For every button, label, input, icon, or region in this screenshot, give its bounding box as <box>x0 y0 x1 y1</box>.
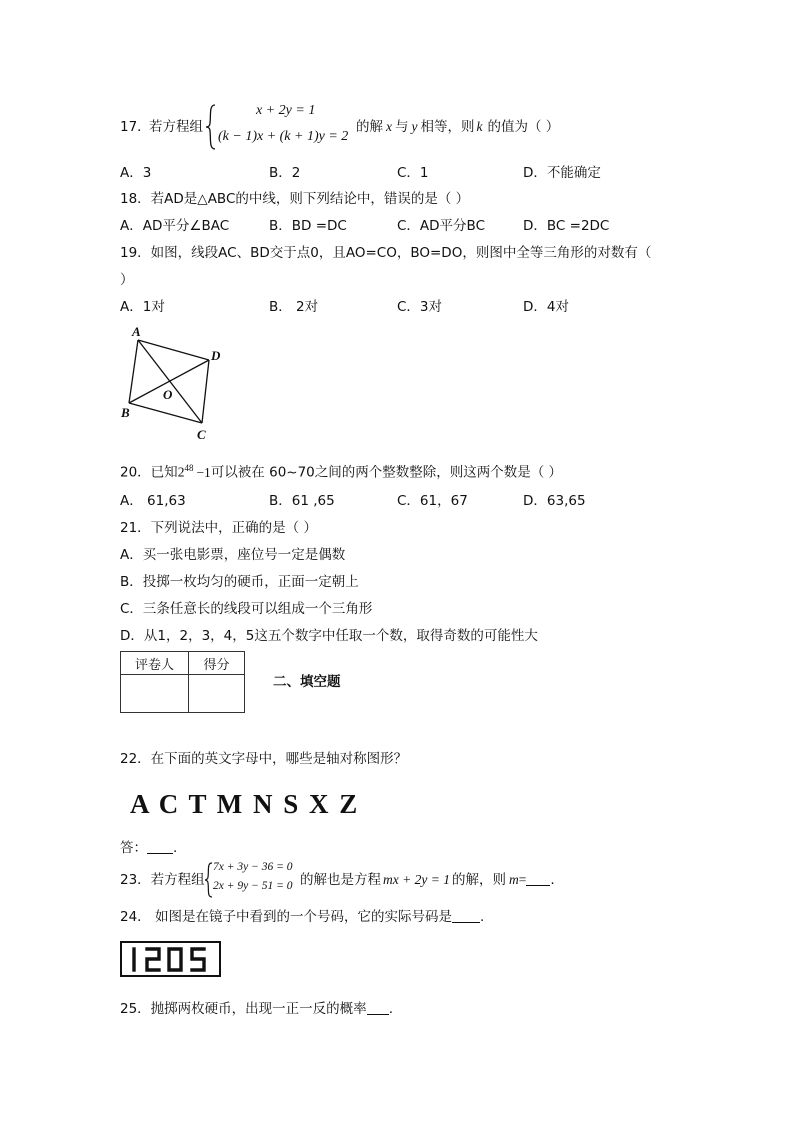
q17-suffix-b: 与 <box>395 119 409 135</box>
q17-equation-system <box>205 103 355 151</box>
q20-prefix: 20．已知 <box>120 464 178 481</box>
score-header: 得分 <box>189 652 245 675</box>
q23-var: m <box>508 872 519 887</box>
figure-label-b: B <box>121 405 130 420</box>
q22-stem: 22．在下面的英文字母中，哪些是轴对称图形？ <box>120 751 408 767</box>
q17-suffix-c: 相等，则 <box>420 119 475 135</box>
q17-eq2: (k − 1)x + (k + 1)y = 2 <box>218 129 349 144</box>
q21-option-a: A．买一张电影票，座位号一定是偶数 <box>120 547 346 563</box>
q19-stem-line2: ） <box>120 272 134 288</box>
q25-stem-text: 25．抛掷两枚硬币，出现一正一反的概率 <box>120 1001 367 1017</box>
q17-var-x: x <box>386 119 392 134</box>
q20-minus-one: −1 <box>196 464 211 480</box>
q23-equation: mx + 2y = 1 <box>383 872 450 887</box>
q18-option-b: B．BD =DC <box>269 218 347 234</box>
q25-answer-blank[interactable] <box>367 1000 389 1015</box>
q19-option-c: C．3对 <box>397 299 443 315</box>
q21-stem: 21．下列说法中，正确的是（ ） <box>120 520 317 536</box>
q20-option-a: A． 61,63 <box>120 493 186 509</box>
q17-suffix-a: 的解 <box>356 119 383 135</box>
figure-label-o: O <box>163 387 173 402</box>
q22-letters: A C T M N S X Z <box>130 789 358 819</box>
figure-label-d: D <box>211 348 221 363</box>
q25-stem: 25．抛掷两枚硬币，出现一正一反的概率 . <box>120 1001 393 1017</box>
q17-option-c: C．1 <box>397 165 429 181</box>
q23-equals: = <box>518 872 527 887</box>
q20-exponent: 48 <box>184 463 194 473</box>
q23-prefix: 23．若方程组 <box>120 872 205 888</box>
q22-answer-blank[interactable] <box>147 839 173 854</box>
q20-option-c: C．61，67 <box>397 493 468 509</box>
q24-stem: 24． 如图是在镜子中看到的一个号码，它的实际号码是 . <box>120 909 485 925</box>
q22-answer-label: 答： <box>120 840 147 856</box>
q23-suffix-text: 的解，则 <box>451 872 506 888</box>
q20-stem <box>120 459 562 482</box>
q20-base: 2 <box>177 464 185 480</box>
grader-table <box>120 651 245 713</box>
segment-ad <box>138 340 209 360</box>
brace-icon <box>205 103 217 151</box>
q21-option-d: D．从1，2，3，4，5这五个数字中任取一个数，取得奇数的可能性大 <box>120 628 538 644</box>
q21-option-c: C．三条任意长的线段可以组成一个三角形 <box>120 601 373 617</box>
score-cell <box>189 675 245 713</box>
figure-label-a: A <box>132 324 141 339</box>
q23-eq2: 2x + 9y − 51 = 0 <box>213 880 293 892</box>
q19-option-a: A．1对 <box>120 299 165 315</box>
q20-option-d: D．63,65 <box>523 493 586 509</box>
q18-option-a: A．AD平分∠BAC <box>120 218 230 234</box>
q20-suffix: 可以被在 60~70之间的两个整数整除，则这两个数是（ ） <box>210 464 563 481</box>
q19-option-d: D．4对 <box>523 299 569 315</box>
q19-stem-line1: 19．如图，线段AC、BD交于点0，且AO=CO，BO=DO，则图中全等三角形的对数有（ <box>120 245 652 261</box>
q23-answer-blank[interactable] <box>526 871 550 886</box>
q24-answer-blank[interactable] <box>452 908 480 923</box>
q17-number: 17． <box>120 119 151 135</box>
q22-answer: 答： . <box>120 840 178 856</box>
q20-option-b: B．61 ,65 <box>269 493 335 509</box>
q23-mid: 的解也是方程 <box>300 872 381 888</box>
grader-header: 评卷人 <box>121 652 189 675</box>
mirrored-number-display <box>120 941 221 977</box>
q19-quadrilateral-figure <box>116 322 236 444</box>
q23-eq1: 7x + 3y − 36 = 0 <box>213 861 293 873</box>
q18-option-c: C．AD平分BC <box>397 218 486 234</box>
q17-suffix-d: 的值为（ ） <box>487 119 560 135</box>
q23-equation-system <box>204 861 304 899</box>
segment-dc <box>202 360 209 423</box>
section-title: 二、填空题 <box>273 674 341 690</box>
q24-stem-text: 24． 如图是在镜子中看到的一个号码，它的实际号码是 <box>120 909 452 925</box>
q18-stem: 18．若AD是△ABC的中线，则下列结论中，错误的是（ ） <box>120 191 470 207</box>
q17-var-k: k <box>476 119 483 134</box>
q17-option-d: D．不能确定 <box>523 165 601 181</box>
q17-suffix <box>356 118 559 136</box>
q23-suffix: 的解也是方程 mx + 2y = 1 的解，则 m= . <box>300 872 555 888</box>
q17-eq1: x + 2y = 1 <box>256 103 316 118</box>
figure-label-c: C <box>197 427 206 442</box>
q17-prefix: 若方程组 <box>149 119 203 135</box>
q21-option-b: B．投掷一枚均匀的硬币，正面一定朝上 <box>120 574 359 590</box>
q17-option-a: A．3 <box>120 165 152 181</box>
mirrored-digits-graphic <box>122 943 219 975</box>
q17-option-b: B．2 <box>269 165 301 181</box>
q17-var-y: y <box>411 119 418 134</box>
grader-cell <box>121 675 189 713</box>
q18-option-d: D．BC =2DC <box>523 218 610 234</box>
segment-cb <box>129 403 202 423</box>
q19-option-b: B． 2对 <box>269 299 319 315</box>
segment-ba <box>129 340 138 403</box>
